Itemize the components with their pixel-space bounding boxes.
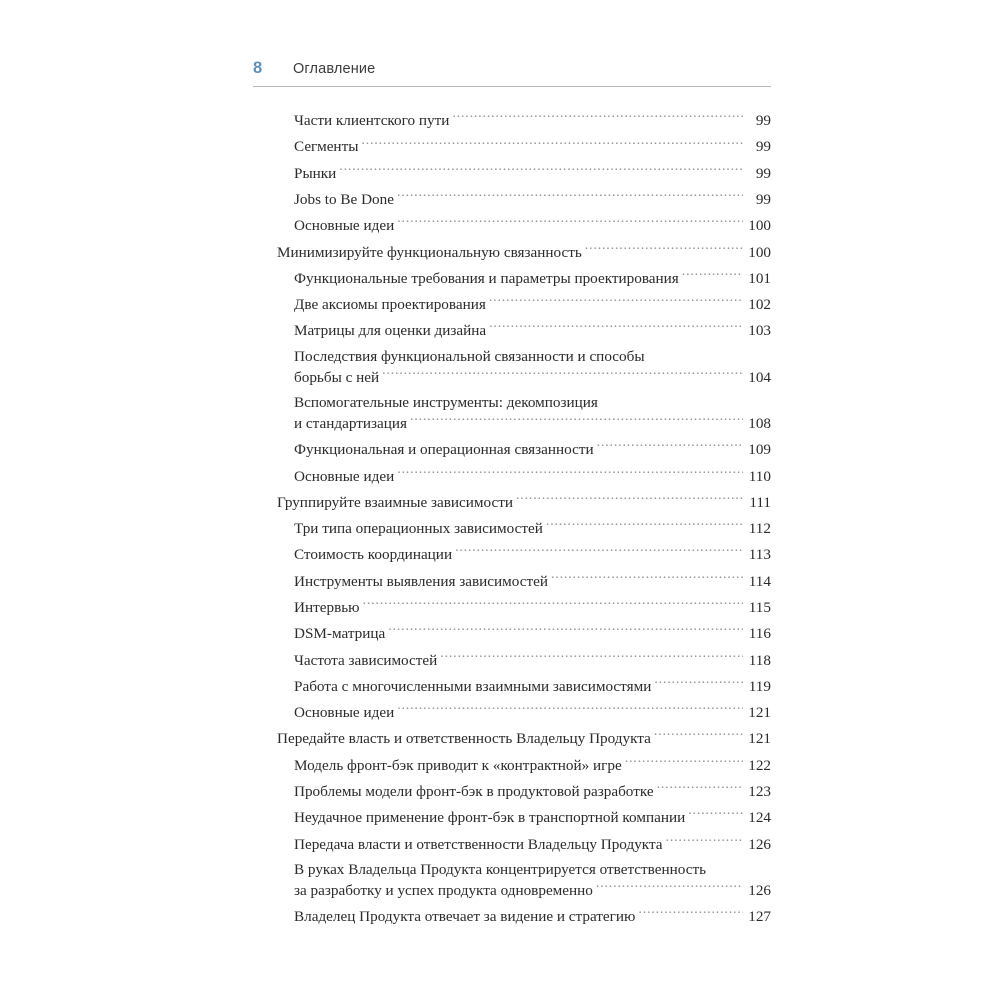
toc-entry[interactable]: [253, 439, 771, 460]
toc-entry-line-final: [294, 906, 771, 927]
dot-leader: [546, 518, 743, 533]
dot-leader: [452, 110, 743, 125]
toc-entry-title: Передача власти и ответственности Владельцу Продукта: [294, 835, 663, 853]
toc-entry[interactable]: [253, 571, 771, 592]
toc-entry[interactable]: [253, 807, 771, 828]
toc-entry-title: Группируйте взаимные зависимости: [277, 493, 513, 511]
toc-entry[interactable]: [253, 215, 771, 236]
toc-entry-line-final: [294, 807, 771, 828]
toc-entry-title: Интервью: [294, 598, 360, 616]
toc-entry-title: Jobs to Be Done: [294, 191, 394, 209]
dot-leader: [388, 623, 743, 638]
toc-entry-title: Рынки: [294, 164, 337, 182]
toc-entry-line-wrap: [294, 860, 771, 880]
toc-entry-title: В руках Владельца Продукта концентрируется ответственность: [294, 860, 707, 878]
toc-entry-page-number: 103: [748, 322, 771, 340]
toc-entry-title: Последствия функциональной связанности и способы: [294, 347, 645, 365]
toc-entry-line-final: [277, 728, 771, 749]
toc-entry-title: Части клиентского пути: [294, 112, 450, 130]
toc-entry-page-number: 118: [748, 651, 771, 669]
toc-entry[interactable]: [253, 241, 771, 262]
dot-leader: [397, 702, 743, 717]
toc-entry-page-number: 112: [748, 520, 771, 538]
toc-entry-line-final: [294, 649, 771, 670]
toc-entry-line-final: [294, 163, 771, 184]
toc-entry[interactable]: [253, 393, 771, 434]
toc-entry-line-final: [294, 571, 771, 592]
toc-entry[interactable]: [253, 728, 771, 749]
toc-entry-line-final: [294, 413, 771, 434]
table-of-contents: [253, 110, 771, 932]
toc-entry-page-number: 126: [748, 835, 771, 853]
dot-leader: [397, 215, 743, 230]
toc-entry-title: Две аксиомы проектирования: [294, 296, 486, 314]
toc-entry-line-final: [294, 268, 771, 289]
toc-entry-line-final: [294, 189, 771, 210]
dot-leader: [397, 189, 743, 204]
toc-entry-title: Функциональные требования и параметры проектирования: [294, 269, 679, 287]
dot-leader: [397, 465, 743, 480]
toc-entry[interactable]: [253, 906, 771, 927]
dot-leader: [363, 597, 743, 612]
toc-entry-title: Основные идеи: [294, 704, 395, 722]
toc-entry-title: Владелец Продукта отвечает за видение и стратегию: [294, 908, 636, 926]
dot-leader: [551, 571, 743, 586]
toc-entry-page-number: 116: [748, 625, 771, 643]
toc-entry-title: и стандартизация: [294, 415, 407, 432]
toc-entry-page-number: 119: [748, 677, 771, 695]
dot-leader: [654, 728, 743, 743]
toc-entry-title: Три типа операционных зависимостей: [294, 520, 543, 538]
dot-leader: [688, 807, 743, 822]
toc-entry[interactable]: [253, 136, 771, 157]
toc-entry-title: Инструменты выявления зависимостей: [294, 572, 548, 590]
toc-entry-line-final: [294, 544, 771, 565]
toc-entry-line-final: [294, 136, 771, 157]
dot-leader: [339, 163, 743, 178]
dot-leader: [666, 833, 743, 848]
dot-leader: [682, 268, 743, 283]
toc-entry[interactable]: [253, 544, 771, 565]
dot-leader: [440, 649, 743, 664]
toc-entry-title: Минимизируйте функциональную связанность: [277, 243, 582, 261]
toc-entry-line-final: [294, 439, 771, 460]
toc-entry[interactable]: [253, 754, 771, 775]
toc-entry-page-number: 126: [748, 881, 771, 899]
toc-entry-page-number: 101: [748, 269, 771, 287]
toc-entry-title: Модель фронт-бэк приводит к «контрактной» игре: [294, 756, 622, 774]
dot-leader: [382, 367, 743, 382]
toc-entry-page-number: 102: [748, 296, 771, 314]
toc-entry-line-final: [294, 781, 771, 802]
toc-entry-title: Вспомогательные инструменты: декомпозиция: [294, 393, 598, 411]
toc-entry[interactable]: [253, 649, 771, 670]
toc-entry[interactable]: [253, 702, 771, 723]
toc-entry-title: Проблемы модели фронт-бэк в продуктовой разработке: [294, 782, 654, 800]
toc-entry-page-number: 111: [749, 493, 771, 511]
toc-entry[interactable]: [253, 163, 771, 184]
dot-leader: [654, 676, 743, 691]
toc-entry-line-final: [294, 367, 771, 388]
toc-entry-line-final: [294, 833, 771, 854]
toc-entry[interactable]: [253, 465, 771, 486]
toc-entry-page-number: 124: [748, 809, 771, 827]
toc-entry-line-final: [294, 465, 771, 486]
toc-entry-title: Функциональная и операционная связанности: [294, 441, 594, 459]
toc-entry-page-number: 113: [748, 546, 771, 564]
toc-entry-line-final: [277, 241, 771, 262]
toc-entry-page-number: 123: [748, 782, 771, 800]
toc-entry-title: Матрицы для оценки дизайна: [294, 322, 487, 340]
toc-entry-page-number: 110: [748, 467, 771, 485]
toc-entry-page-number: 108: [748, 415, 771, 432]
toc-entry[interactable]: [253, 294, 771, 315]
toc-entry-title: Передайте власть и ответственность Владельцу Продукта: [277, 730, 651, 748]
toc-entry[interactable]: [253, 860, 771, 901]
header-divider: [253, 86, 771, 87]
dot-leader: [657, 781, 743, 796]
toc-entry-page-number: 99: [755, 164, 771, 182]
toc-entry[interactable]: [253, 781, 771, 802]
dot-leader: [638, 906, 743, 921]
toc-entry-title: борьбы с ней: [294, 368, 380, 386]
dot-leader: [596, 880, 743, 895]
toc-entry[interactable]: [253, 189, 771, 210]
toc-entry-page-number: 99: [755, 191, 771, 209]
toc-entry-title: DSM-матрица: [294, 625, 386, 643]
running-head: [253, 59, 771, 89]
dot-leader: [489, 294, 743, 309]
toc-entry[interactable]: [253, 110, 771, 131]
toc-entry[interactable]: [253, 518, 771, 539]
toc-entry-title: Сегменты: [294, 138, 359, 156]
toc-entry-line-final: [294, 702, 771, 723]
toc-entry-line-final: [294, 294, 771, 315]
toc-entry-page-number: 109: [748, 441, 771, 459]
toc-entry-page-number: 99: [755, 138, 771, 156]
page-title: Оглавление: [293, 61, 376, 77]
toc-entry-page-number: 99: [755, 112, 771, 130]
dot-leader: [410, 413, 743, 428]
toc-entry-line-final: [294, 676, 771, 697]
dot-leader: [516, 492, 743, 507]
dot-leader: [489, 320, 743, 335]
toc-entry-line-final: [277, 492, 771, 513]
toc-entry-line-final: [294, 623, 771, 644]
toc-entry[interactable]: [253, 320, 771, 341]
toc-entry-line-final: [294, 597, 771, 618]
toc-entry-title: Основные идеи: [294, 217, 395, 235]
toc-entry-page-number: 122: [748, 756, 771, 774]
toc-entry[interactable]: [253, 597, 771, 618]
dot-leader: [455, 544, 743, 559]
toc-entry[interactable]: [253, 492, 771, 513]
toc-entry-line-final: [294, 320, 771, 341]
toc-entry[interactable]: [253, 268, 771, 289]
dot-leader: [625, 754, 743, 769]
toc-entry-line-final: [294, 880, 771, 901]
toc-entry-title: Неудачное применение фронт-бэк в транспортной компании: [294, 809, 686, 827]
toc-entry-line-final: [294, 754, 771, 775]
toc-entry[interactable]: [253, 833, 771, 854]
toc-entry-title: Основные идеи: [294, 467, 395, 485]
toc-entry-line-wrap: [294, 347, 771, 367]
dot-leader: [597, 439, 743, 454]
toc-entry[interactable]: [253, 347, 771, 388]
toc-entry-line-final: [294, 518, 771, 539]
toc-entry-page-number: 121: [748, 704, 771, 722]
toc-entry-line-wrap: [294, 393, 771, 413]
toc-entry-page-number: 100: [748, 217, 771, 235]
toc-entry-line-final: [294, 215, 771, 236]
toc-entry-title: Стоимость координации: [294, 546, 453, 564]
dot-leader: [585, 241, 743, 256]
toc-entry-page-number: 121: [748, 730, 771, 748]
toc-entry-page-number: 100: [748, 243, 771, 261]
toc-entry[interactable]: [253, 676, 771, 697]
toc-entry-page-number: 104: [748, 368, 771, 386]
toc-entry-page-number: 114: [748, 572, 771, 590]
toc-entry-page-number: 115: [748, 598, 771, 616]
toc-entry-title: за разработку и успех продукта одновременно: [294, 881, 593, 899]
toc-entry-title: Работа с многочисленными взаимными зависимостями: [294, 677, 652, 695]
toc-entry-line-final: [294, 110, 771, 131]
toc-entry[interactable]: [253, 623, 771, 644]
toc-entry-page-number: 127: [748, 908, 771, 926]
dot-leader: [361, 136, 743, 151]
page-folio-number: 8: [253, 59, 263, 77]
toc-entry-title: Частота зависимостей: [294, 651, 438, 669]
